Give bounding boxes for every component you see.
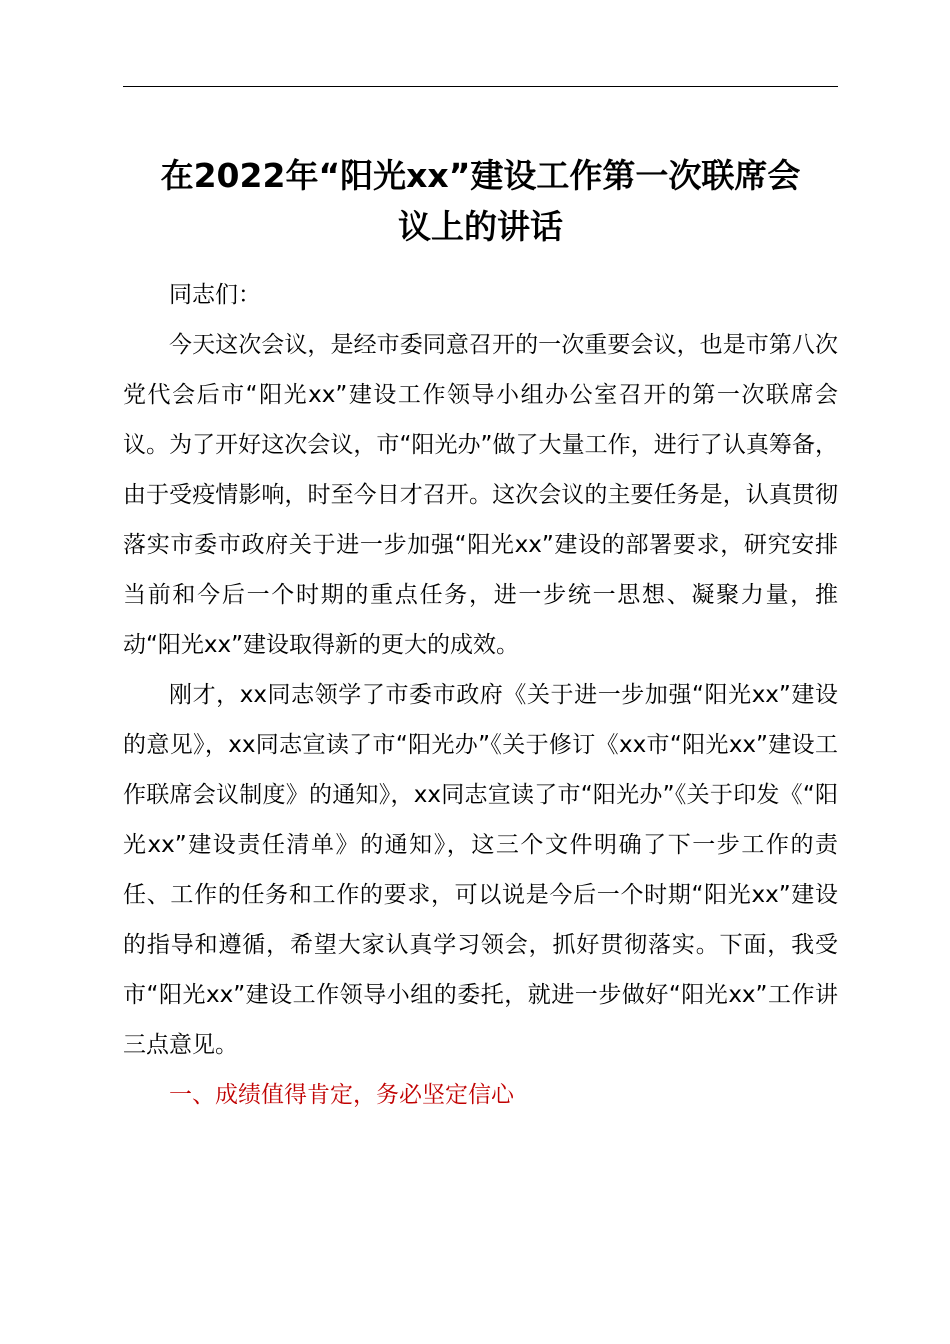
title-line-2: 议上的讲话 <box>398 207 563 246</box>
header-rule <box>123 86 838 87</box>
section-heading: 一、成绩值得肯定，务必坚定信心 <box>169 1082 514 1108</box>
paragraph-opening: 今天这次会议，是经市委同意召开的一次重要会议，也是市第八次党代会后市“阳光xx”建设工作领导小组办公室召开的第一次联席会议。为了开好这次会议，市“阳光办”做了大量工作，进行了认真筹备，由于受疫情影响，时至今日才召开。这次会议的主要任务是，认真贯彻落实市委市政府关于进一步加强“阳光xx”建设的部署要求，研究安排当前和今后一个时期的重点任务，进一步统一思想、凝聚力量，推动“阳光xx”建设取得新的更大的成效。 <box>123 332 838 658</box>
salutation: 同志们： <box>169 282 261 308</box>
document-body <box>123 270 838 1120</box>
document-title <box>123 150 838 252</box>
paragraph-documents: 刚才，xx同志领学了市委市政府《关于进一步加强“阳光xx”建设的意见》，xx同志宣读了市“阳光办”《关于修订《xx市“阳光xx”建设工作联席会议制度》的通知》，xx同志宣读了市“阳光办”《关于印发《“阳光xx”建设责任清单》的通知》，这三个文件明确了下一步工作的责任、工作的任务和工作的要求，可以说是今后一个时期“阳光xx”建设的指导和遵循，希望大家认真学习领会，抓好贯彻落实。下面，我受市“阳光xx”建设工作领导小组的委托，就进一步做好“阳光xx”工作讲三点意见。 <box>123 682 838 1058</box>
title-line-1: 在2022年“阳光xx”建设工作第一次联席会 <box>160 156 801 195</box>
